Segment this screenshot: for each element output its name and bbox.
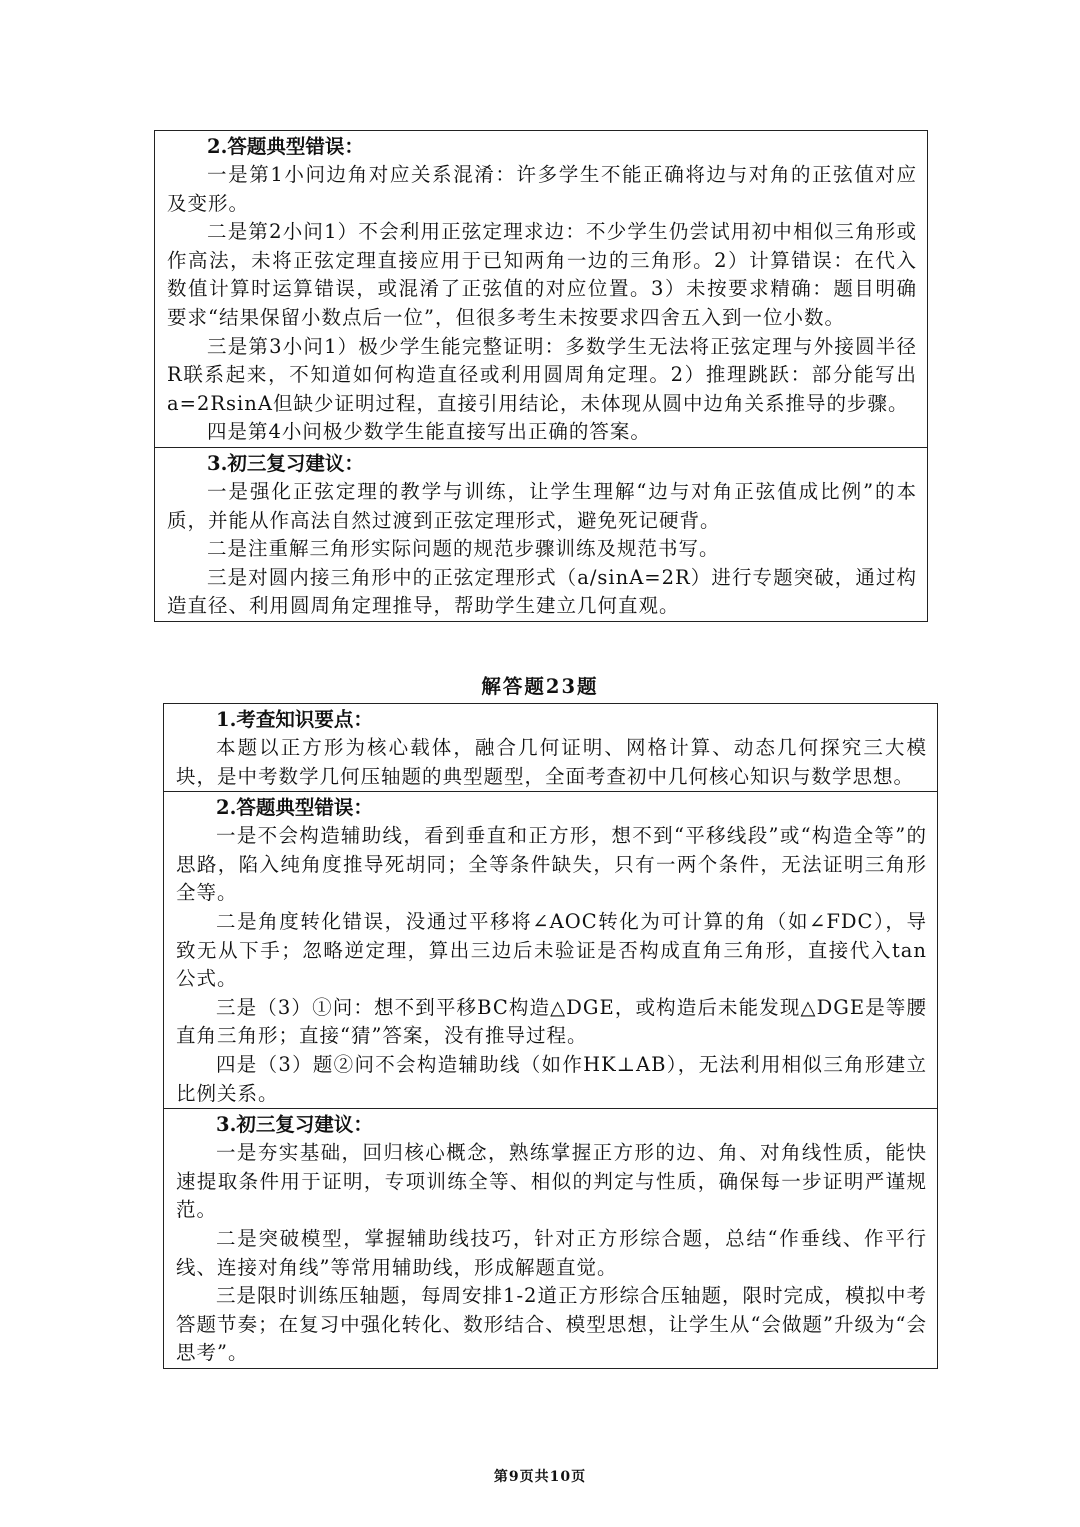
- q22-advice-3: 三是对圆内接三角形中的正弦定理形式（a/sinA=2R）进行专题突破，通过构造直径、利用圆周角定理推导，帮助学生建立几何直观。: [167, 565, 917, 618]
- q22-errors-cell: [155, 130, 927, 447]
- q23-advice-2: 二是突破模型，掌握辅助线技巧，针对正方形综合题，总结“作垂线、作平行线、连接对角线”等常用辅助线，形成解题直觉。: [176, 1226, 927, 1279]
- q23-error-4: 四是（3）题②问不会构造辅助线（如作HK⊥AB），无法利用相似三角形建立比例关系。: [176, 1052, 927, 1105]
- q22-error-1: 一是第1小问边角对应关系混淆：许多学生不能正确将边与对角的正弦值对应及变形。: [167, 163, 917, 215]
- q23-error-3: 三是（3）①问：想不到平移BC构造△DGE，或构造后未能发现△DGE是等腰直角三角形；直接“猜”答案，没有推导过程。: [176, 995, 927, 1048]
- q22-error-3: 三是第3小问1）极少学生能完整证明：多数学生无法将正弦定理与外接圆半径R联系起来，不知道如何构造直径或利用圆周角定理。2）推理跳跃：部分能写出a=2RsinA但缺少证明过程，直接引用结论，未体现从圆中边角关系推导的步骤。: [167, 334, 917, 415]
- q23-knowledge-heading: 1.考查知识要点：: [216, 708, 373, 731]
- q22-analysis-table: [154, 130, 928, 622]
- q23-errors-heading: 2.答题典型错误：: [216, 796, 373, 820]
- q22-advice-1: 一是强化正弦定理的教学与训练，让学生理解“边与对角正弦值成比例”的本质，并能从作高法自然过渡到正弦定理形式，避免死记硬背。: [167, 479, 917, 532]
- q23-advice-heading: 3.初三复习建议：: [216, 1113, 373, 1137]
- q22-advice-heading: 3.初三复习建议：: [207, 451, 364, 475]
- q22-error-4: 四是第4小问极少数学生能直接写出正确的答案。: [207, 420, 651, 444]
- q23-knowledge-cell: [164, 703, 937, 791]
- q22-error-2: 二是第2小问1）不会利用正弦定理求边：不少学生仍尝试用初中相似三角形或作高法，未将正弦定理直接应用于已知两角一边的三角形。2）计算错误：在代入数值计算时运算错误，或混淆了正弦值的对应位置。3）未按要求精确：题目明确要求“结果保留小数点后一位”，但很多考生未按要求四舍五入到一位小数。: [167, 220, 917, 329]
- q22-advice-2: 二是注重解三角形实际问题的规范步骤训练及规范书写。: [207, 537, 720, 561]
- section-title: 解答题23题: [481, 675, 599, 698]
- q23-knowledge-1: 本题以正方形为核心载体，融合几何证明、网格计算、动态几何探究三大模块，是中考数学几何压轴题的典型题型，全面考查初中几何核心知识与数学思想。: [176, 736, 927, 788]
- q22-errors-heading: 2.答题典型错误：: [207, 135, 364, 158]
- q23-error-1: 一是不会构造辅助线，看到垂直和正方形，想不到“平移线段”或“构造全等”的思路，陷入纯角度推导死胡同；全等条件缺失，只有一两个条件，无法证明三角形全等。: [176, 824, 927, 905]
- q23-advice-cell: [164, 1108, 937, 1369]
- page-footer: 第9页共10页: [493, 1469, 587, 1485]
- q23-errors-cell: [164, 791, 937, 1108]
- q22-advice-cell: [155, 447, 927, 622]
- q23-analysis-table: [163, 703, 938, 1369]
- q23-advice-3: 三是限时训练压轴题，每周安排1-2道正方形综合压轴题，限时完成，模拟中考答题节奏；在复习中强化转化、数形结合、模型思想，让学生从“会做题”升级为“会思考”。: [176, 1284, 927, 1365]
- q23-advice-1: 一是夯实基础，回归核心概念，熟练掌握正方形的边、角、对角线性质，能快速提取条件用于证明，专项训练全等、相似的判定与性质，确保每一步证明严谨规范。: [176, 1141, 927, 1222]
- q23-error-2: 二是角度转化错误，没通过平移将∠AOC转化为可计算的角（如∠FDC），导致无从下手；忽略逆定理，算出三边后未验证是否构成直角三角形，直接代入tan公式。: [176, 909, 927, 991]
